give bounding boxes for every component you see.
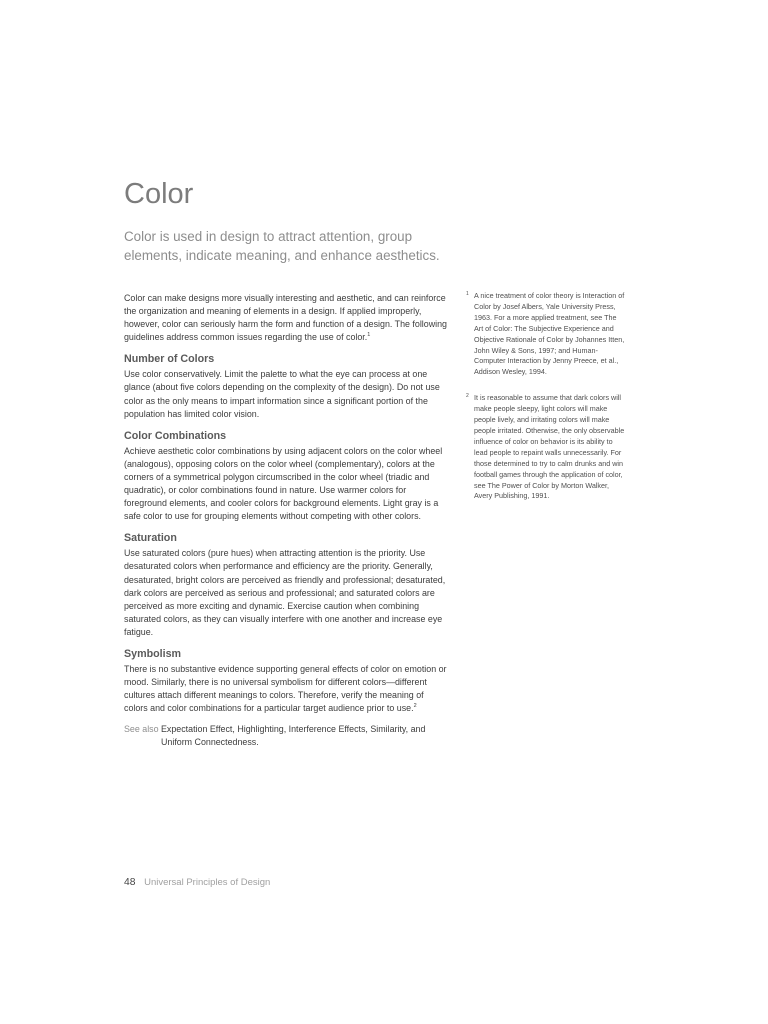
footnote-text: A nice treatment of color theory is Interaction of Color by Josef Albers, Yale University Press, 1963. For a more applied treatment, see The Art of Color: The Subjective Experience and Objective Rationale of Color by Johannes Itten, John Wiley & Sons, 1997; and Human-Computer Interaction by Jenny Preece, et al., Addison Wesley, 1994.	[474, 291, 625, 377]
footnote-number: 1	[466, 291, 469, 297]
page-footer	[124, 877, 270, 888]
see-also-line-1: Expectation Effect, Highlighting, Interference Effects, Similarity, and	[161, 724, 426, 735]
main-column	[124, 292, 449, 750]
page-title: Color	[124, 178, 194, 210]
intro-text: Color can make designs more visually interesting and aesthetic, and can reinforce the organization and meaning of elements in a design. If applied improperly, however, color can seriously harm the form and function of a design. The following guidelines address common issues regarding the use of color.	[124, 293, 447, 343]
footnote-text: It is reasonable to assume that dark colors will make people sleepy, light colors will make people lively, and irritating colors will make people irritated. Otherwise, the only observable influence of color on behavior is its ability to lead people to repaint walls unnecessarily. For those determined to try to calm drunks and win football games through the application of color, see The Power of Color by Morton Walker, Avery Publishing, 1991.	[474, 393, 625, 501]
footnote-1	[466, 291, 626, 378]
section-heading: Color Combinations	[124, 429, 227, 442]
section-color-combinations	[124, 430, 449, 524]
section-body	[124, 663, 449, 715]
footnote-number: 2	[466, 393, 469, 400]
intro-paragraph	[124, 292, 449, 344]
section-body: Use color conservatively. Limit the palette to what the eye can process at one glance (about five colors depending on the complexity of the design). Do not use color as the only means to impart information since a significant portion of the population has limited color vision.	[124, 369, 440, 419]
section-heading: Number of Colors	[124, 353, 215, 366]
see-also	[124, 723, 449, 749]
section-heading: Symbolism	[124, 647, 182, 660]
book-title: Universal Principles of Design	[144, 877, 271, 888]
symbolism-text: There is no substantive evidence supporting general effects of color on emotion or mood. Similarly, there is no universal symbolism for different colors—different cultures attach different meanings to colors. Therefore, verify the meaning of colors and color combinations for a particular target audience prior to use.	[124, 663, 447, 714]
section-heading: Saturation	[124, 532, 177, 545]
footnote-2	[466, 393, 626, 502]
section-saturation	[124, 532, 449, 639]
section-number-of-colors	[124, 353, 449, 420]
see-also-line-2: Uniform Connectedness.	[161, 737, 259, 748]
section-body: Achieve aesthetic color combinations by using adjacent colors on the color wheel (analogous), opposing colors on the color wheel (complementary), colors at the corners of a symmetrical polygon circumscribed in the color wheel (triadic and quadratic), or color combinations found in nature. Use warmer colors for foreground elements, and cooler colors for background elements. Light gray is a safe color to use for grouping elements without competing with other colors.	[124, 445, 443, 522]
footnote-ref-1: 1	[367, 332, 371, 339]
margin-notes	[466, 291, 626, 517]
section-body: Use saturated colors (pure hues) when attracting attention is the priority. Use desaturated colors when performance and efficiency are the priority. Generally, desaturated, bright colors are perceived as friendly and professional; desaturated, dark colors are perceived as serious and professional; and saturated colors are perceived as more exciting and dynamic. Exercise caution when combining saturated colors, as they can visually interfere with one another and increase eye fatigue.	[124, 548, 446, 637]
page-number: 48	[124, 877, 136, 888]
section-symbolism	[124, 648, 449, 715]
footnote-ref-2: 2	[413, 703, 417, 710]
lede-summary: Color is used in design to attract attention, group elements, indicate meaning, and enhance aesthetics.	[124, 229, 440, 263]
see-also-label: See also	[124, 724, 159, 735]
